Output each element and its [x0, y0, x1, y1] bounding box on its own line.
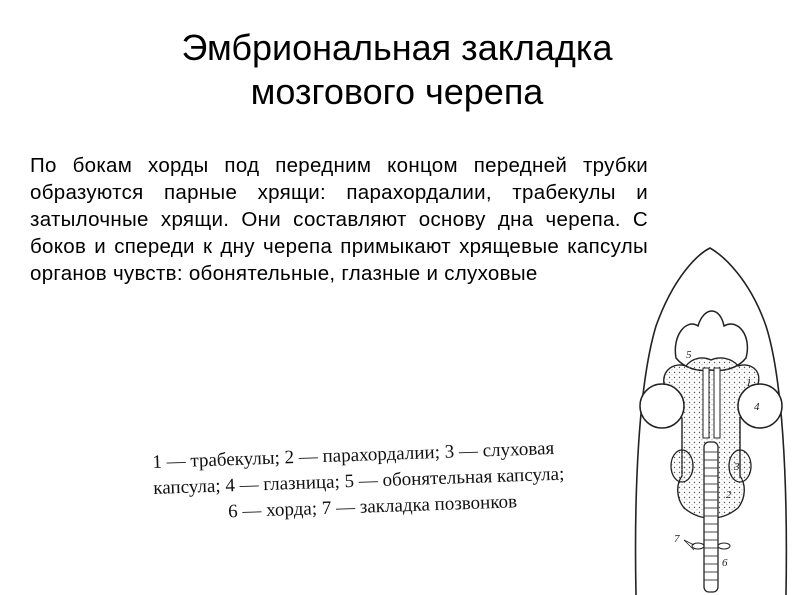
caption-line-3: 6 — хорда; 7 — закладка позвонков	[227, 491, 518, 523]
vertebra-right	[718, 543, 730, 549]
caption-line-1: 1 — трабекулы; 2 — парахордалии; 3 — слуховая	[152, 437, 555, 473]
label-1: 1	[746, 377, 752, 389]
figure-caption	[152, 434, 622, 528]
otic-capsule-left	[671, 450, 693, 482]
title-line-2: мозгового черепа	[250, 71, 544, 112]
otic-capsule-right	[729, 450, 751, 482]
notochord	[704, 442, 718, 592]
slide-title	[60, 26, 734, 114]
orbit-right	[738, 384, 782, 428]
vertebra-left	[692, 543, 704, 549]
body-paragraph: По бокам хорды под передним концом передней трубки образуются парные хрящи: парахордалии, трабекулы и затылочные хрящи. Они составляют основу дна черепа. С боков и спереди к дну черепа примыкают хрящевые капсулы органов чувств: обонятельные, глазные и слуховые	[30, 154, 648, 285]
embryo-skull-diagram	[628, 246, 794, 595]
trabeculae-right	[714, 368, 720, 438]
label-4: 4	[754, 401, 760, 413]
label-2: 2	[726, 489, 732, 501]
label-7: 7	[674, 533, 680, 545]
label-5: 5	[686, 349, 692, 361]
label-6: 6	[722, 557, 728, 569]
orbit-left	[640, 384, 684, 428]
label-3: 3	[734, 461, 740, 473]
trabeculae-left	[703, 368, 709, 438]
title-line-1: Эмбриональная закладка	[181, 27, 613, 68]
caption-line-2: капсула; 4 — глазница; 5 — обонятельная капсула;	[152, 463, 565, 499]
